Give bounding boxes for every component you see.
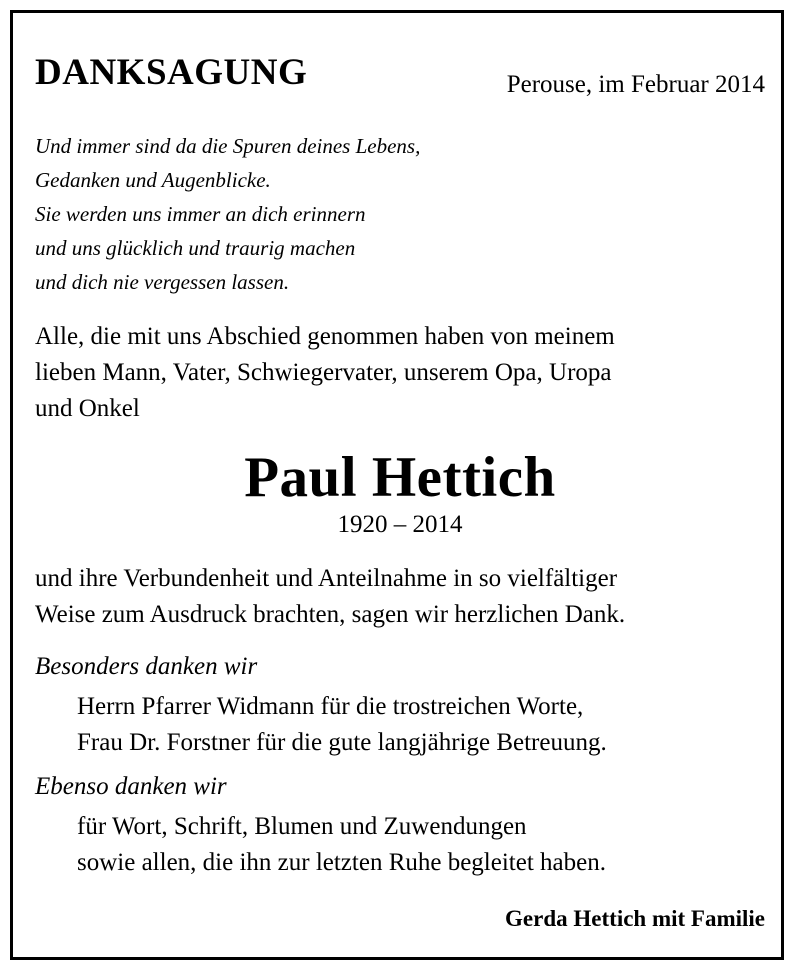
special-thanks-heading: Besonders danken wir (35, 653, 258, 680)
place-date: Perouse, im Februar 2014 (506, 71, 765, 98)
special-thanks-list (77, 689, 607, 761)
obituary-notice-frame (10, 10, 784, 960)
deceased-years: 1920 – 2014 (337, 511, 463, 538)
special-thanks-line: Herrn Pfarrer Widmann für die trostreichen Worte, (77, 693, 584, 720)
poem-line: und uns glücklich und traurig machen (35, 236, 356, 260)
poem-line: Gedanken und Augenblicke. (35, 168, 271, 192)
also-thanks-list (77, 809, 606, 881)
intro-line: lieben Mann, Vater, Schwiegervater, unserem Opa, Uropa (35, 359, 612, 386)
intro-paragraph (35, 319, 775, 427)
poem-line: und dich nie vergessen lassen. (35, 270, 290, 294)
poem-line: Sie werden uns immer an dich erinnern (35, 202, 366, 226)
special-thanks-line: Frau Dr. Forstner für die gute langjährige Betreuung. (77, 729, 607, 756)
also-thanks-line: sowie allen, die ihn zur letzten Ruhe begleitet haben. (77, 849, 606, 876)
also-thanks-line: für Wort, Schrift, Blumen und Zuwendungen (77, 813, 527, 840)
deceased-name: Paul Hettich (244, 446, 556, 509)
notice-title: DANKSAGUNG (35, 52, 308, 93)
thanks-line: Weise zum Ausdruck brachten, sagen wir herzlichen Dank. (35, 601, 626, 628)
intro-line: und Onkel (35, 395, 140, 422)
thanks-paragraph (35, 561, 775, 633)
also-thanks-heading: Ebenso danken wir (35, 773, 227, 800)
intro-line: Alle, die mit uns Abschied genommen haben von meinem (35, 323, 615, 350)
poem-line: Und immer sind da die Spuren deines Lebens, (35, 134, 421, 158)
poem (35, 129, 420, 299)
signature: Gerda Hettich mit Familie (505, 906, 765, 931)
thanks-line: und ihre Verbundenheit und Anteilnahme in so vielfältiger (35, 565, 618, 592)
